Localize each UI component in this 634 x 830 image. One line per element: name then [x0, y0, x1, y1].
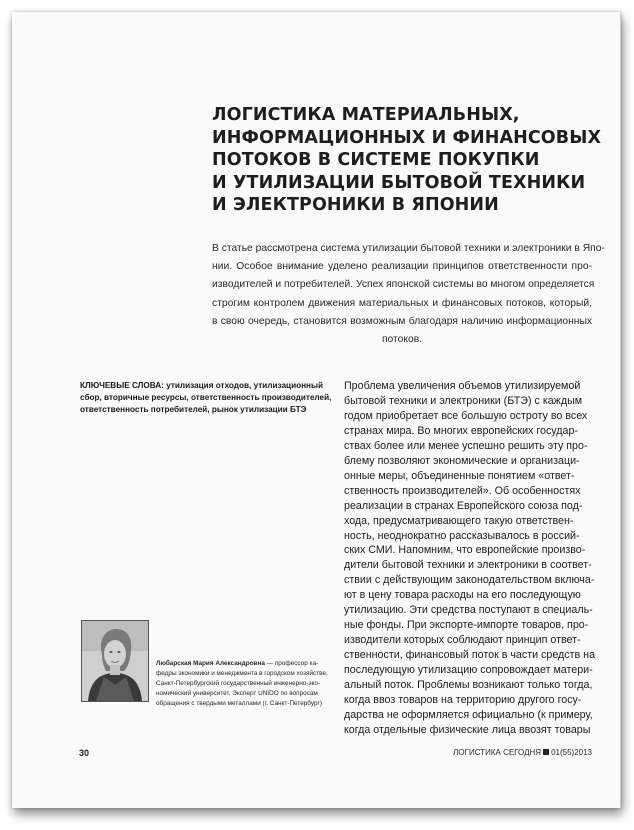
body-line: когда ввоз товаров на территорию другого госу- [344, 694, 582, 707]
body-line: альный поток. Проблемы возникают только тогда, [344, 679, 593, 692]
abstract-line: нии. Особое внимание уделено реализации принципов ответственности про- [212, 261, 592, 273]
keywords-line: КЛЮЧЕВЫЕ СЛОВА: утилизация отходов, утилизационный [80, 381, 324, 390]
body-line: онные меры, объединенные понятием «ответ- [344, 469, 575, 482]
body-line: дарства не оформляется официально (к примеру, [344, 708, 593, 721]
author-photo [81, 620, 149, 702]
author-bio-line: обращения с твердыми металлами (г. Санкт-Петербург) [156, 700, 323, 707]
abstract-line: в свою очередь, становится возможным благодаря наличию информационных [212, 315, 592, 327]
author-portrait-image [82, 621, 148, 701]
body-line: бытовой техники и электроники (БТЭ) с каждым [344, 394, 583, 407]
journal-issue: 01(55)2013 [551, 748, 592, 757]
keywords-line: сбор, вторичные ресурсы, ответственность производителей, [80, 392, 332, 402]
body-line: изводители которых соблюдают принцип ответ- [344, 634, 581, 647]
journal-name: ЛОГИСТИКА СЕГОДНЯ [453, 748, 542, 757]
author-bio-first-line [156, 659, 336, 669]
abstract-line: В статье рассмотрена система утилизации бытовой техники и электроники в Япо- [212, 243, 605, 254]
article-body [344, 379, 596, 738]
article-abstract [212, 240, 605, 349]
body-line: ствии с действующим законодательством включа- [344, 574, 595, 587]
body-line: ственности, финансовый поток в части средств на [344, 649, 596, 662]
body-line: блему позволяют экономические и организаци- [344, 454, 580, 467]
body-line: реализации в странах Европейского союза под- [344, 499, 583, 512]
journal-footer [453, 748, 592, 757]
body-line: последующую утилизацию сопровождает матери- [344, 664, 593, 677]
title-line: ПОТОКОВ В СИСТЕМЕ ПОКУПКИ [212, 150, 540, 170]
author-bio-line: номический университет. Эксперт UNIDO по вопросам [156, 690, 318, 697]
body-line: ют в цену товара расходы на его последующую [344, 589, 581, 602]
body-line: дители бытовой техники и электроники в соответ- [344, 559, 592, 572]
page-number: 30 [79, 748, 90, 758]
body-line: ственность производителей». Об особенностях [344, 484, 581, 497]
title-line: И ЭЛЕКТРОНИКИ В ЯПОНИИ [212, 195, 499, 215]
author-bio-line: Санкт-Петербургский государственный инженерно-эко- [156, 680, 321, 687]
article-title [212, 104, 602, 217]
title-line: И УТИЛИЗАЦИИ БЫТОВОЙ ТЕХНИКИ [212, 172, 586, 193]
keywords-line: ответственность потребителей, рынок утилизации БТЭ [80, 404, 307, 414]
abstract-line: строгим контролем движения материальных и финансовых потоков, который, [212, 297, 592, 309]
body-line: хода, предусматривающего такую ответствен- [344, 514, 574, 527]
body-line: ских СМИ. Напомним, что европейские произво- [344, 544, 586, 557]
title-line: ЛОГИСТИКА МАТЕРИАЛЬНЫХ, [212, 105, 520, 125]
author-bio [156, 659, 336, 709]
author-name: Любарская Мария Александровна [156, 660, 265, 667]
magazine-page [12, 12, 621, 808]
abstract-line: потоков. [381, 334, 423, 346]
body-line: когда отдельные физические лица ввозят товары [344, 723, 591, 736]
keywords-block [80, 380, 330, 415]
body-line: странах мира. Во многих европейских государ- [344, 424, 578, 437]
body-line: годом приобретает все большую остроту во всех [344, 409, 588, 422]
title-line: ИНФОРМАЦИОННЫХ И ФИНАНСОВЫХ [212, 127, 602, 148]
abstract-line: изводителей и потребителей. Успех японской системы во многом определяется [212, 279, 595, 291]
square-separator-icon [543, 749, 549, 755]
body-line: Проблема увеличения объемов утилизируемой [344, 380, 581, 392]
body-line: ствах более или менее успешно решить эту про- [344, 439, 588, 452]
author-bio-text: — профессор ка- [264, 660, 319, 667]
author-bio-line: федры экономики и менеджмента в городском хозяйстве, [156, 670, 328, 677]
body-line: утилизацию. Эти средства поступают в специаль- [344, 604, 593, 617]
body-line: ность, неоднократно рассказывалось в россий- [344, 529, 580, 542]
body-line: ные фонды. При экспорте-импорте товаров, про- [344, 619, 589, 632]
